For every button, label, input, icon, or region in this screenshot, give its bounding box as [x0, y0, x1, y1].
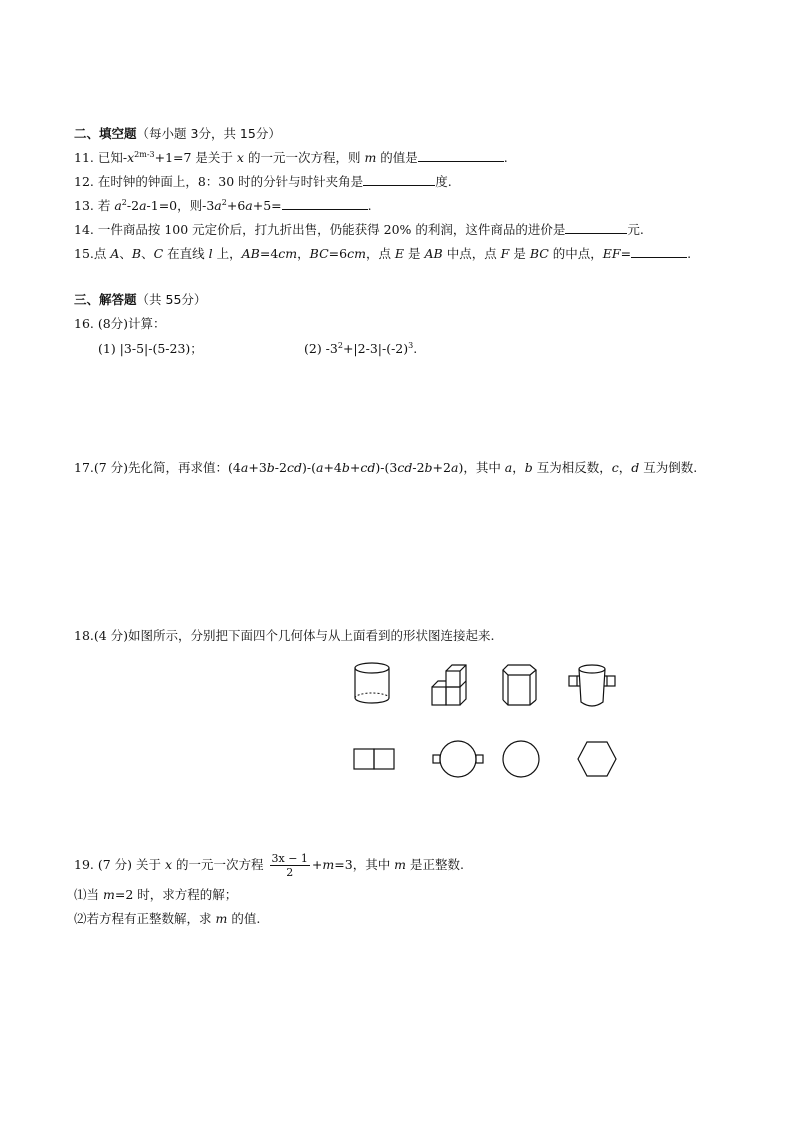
- section-2-heading: [74, 126, 281, 142]
- answer-blank-15[interactable]: [631, 245, 687, 258]
- question-18: 18.(4 分)如图所示，分别把下面四个几何体与从上面看到的形状图连接起来.: [74, 628, 495, 643]
- section-3-note: （共 55分）: [136, 292, 207, 307]
- section-2-title: 二、填空题: [74, 126, 137, 141]
- cylinder-icon: [350, 660, 400, 710]
- question-14: 14. 一件商品按 100 元定价后，打九折出售，仍能获得 20% 的利润，这件商品的进价是 元.: [74, 222, 644, 237]
- circle-with-tabs-icon: [430, 738, 486, 780]
- section-2-note: （每小题 3分，共 15分）: [136, 126, 281, 141]
- question-16-part-2: (2) $-3^2+|2-3|-(-2)^3$.: [304, 341, 418, 356]
- fraction: $\frac{3x - 1}{2}$: [271, 852, 308, 879]
- hexagon-icon: [576, 740, 618, 778]
- question-11: 11. 已知$-x^{2m-3}+1=7$ 是关于 x 的一元一次方程，则 m 的值是 .: [74, 150, 508, 165]
- question-12: 12. 在时钟的钟面上，8：30 时的分针与时针夹角是 度.: [74, 174, 452, 189]
- question-16-part-1: (1) |3-5|-(5-23)；: [98, 341, 203, 356]
- cubes-stack-icon: [428, 660, 478, 710]
- two-rectangles-icon: [352, 746, 398, 772]
- hexagonal-prism-icon: [500, 662, 540, 710]
- question-19-part-1: ⑴当 m=2 时，求方程的解；: [74, 887, 238, 902]
- question-15: 15.点 A、B、C 在直线 l 上，AB=4cm，BC=6cm，点 E 是 AB 中点，点 F 是 BC 的中点，EF= .: [74, 246, 692, 261]
- section-3-heading: [74, 292, 206, 308]
- answer-blank-12[interactable]: [363, 173, 435, 186]
- question-19-part-2: ⑵若方程有正整数解，求 m 的值.: [74, 911, 261, 926]
- question-17: 17.(7 分)先化简，再求值：(4a+3b-2cd)-(a+4b+cd)-(3cd-2b+2a)，其中 a，b 互为相反数，c，d 互为倒数.: [74, 460, 698, 475]
- answer-blank-11[interactable]: [418, 149, 504, 162]
- question-19: 19. (7 分) 关于 x 的一元一次方程 $\frac{3x - 1}{2}$ +m=3，其中 m 是正整数.: [74, 852, 464, 879]
- question-13: 13. 若 $a^2-2a-1=0$，则$-3a^2+6a+5=$ .: [74, 198, 372, 213]
- answer-blank-13[interactable]: [282, 197, 368, 210]
- answer-blank-14[interactable]: [565, 221, 627, 234]
- cup-with-handles-icon: [566, 660, 618, 712]
- circle-icon: [500, 738, 542, 780]
- section-3-title: 三、解答题: [74, 292, 137, 307]
- question-16-heading: 16. (8分)计算：: [74, 316, 166, 331]
